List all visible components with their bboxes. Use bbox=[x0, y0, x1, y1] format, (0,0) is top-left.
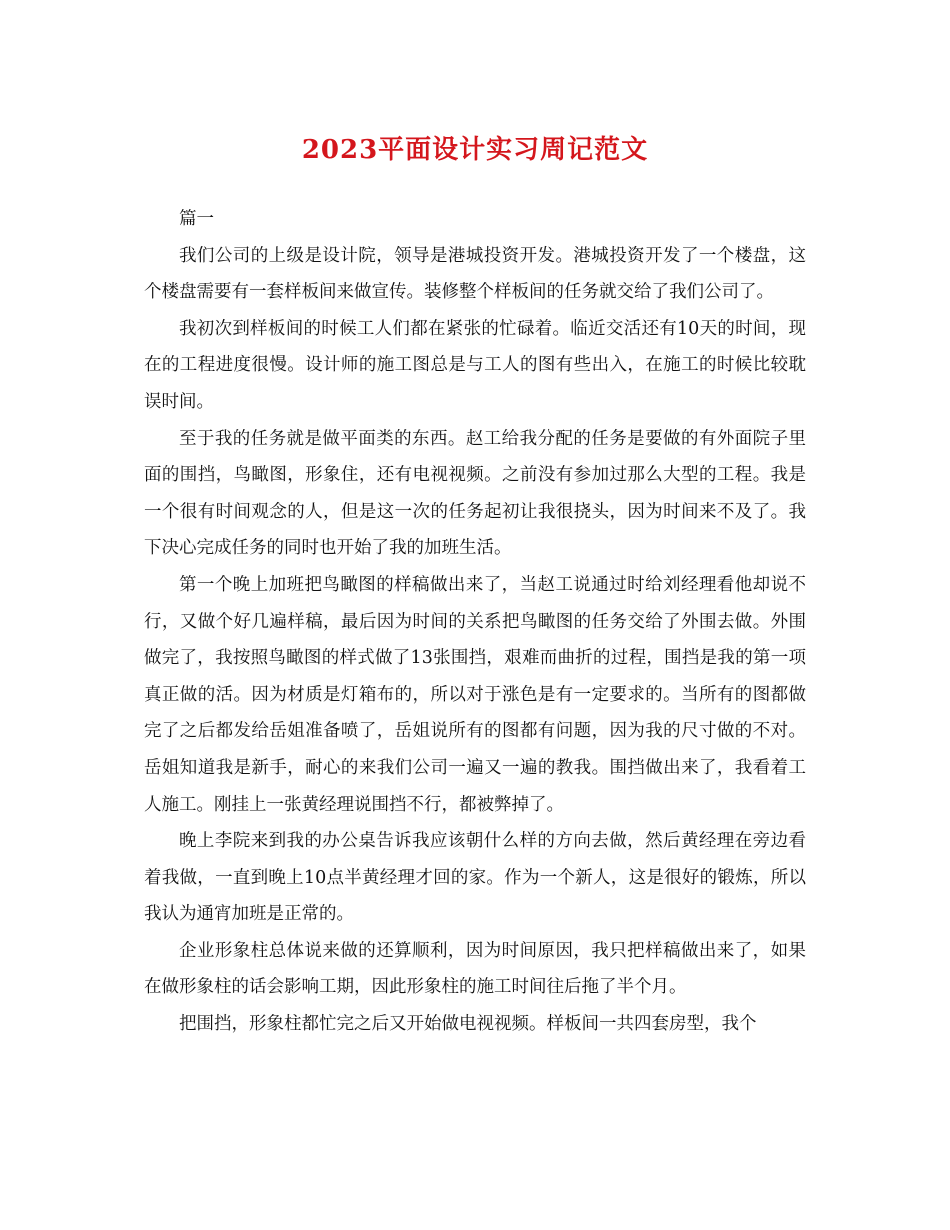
document-title: 2023平面设计实习周记范文 bbox=[301, 135, 649, 165]
section-heading: 篇一 bbox=[179, 209, 214, 229]
paragraph: 至于我的任务就是做平面类的东西。赵工给我分配的任务是要做的有外面院子里面的围挡，鸟瞰图，形象住，还有电视视频。之前没有参加过那么大型的工程。我是一个很有时间观念的人，但是这一次的任务起初让我很挠头，因为时间来不及了。我下决心完成任务的同时也开始了我的加班生活。 bbox=[144, 428, 806, 559]
paragraph: 第一个晚上加班把鸟瞰图的样稿做出来了，当赵工说通过时给刘经理看他却说不行，又做个好几遍样稿，最后因为时间的关系把鸟瞰图的任务交给了外围去做。外围做完了，我按照鸟瞰图的样式做了13张围挡，艰难而曲折的过程，围挡是我的第一项真正做的活。因为材质是灯箱布的，所以对于涨色是有一定要求的。当所有的图都做完了之后都发给岳姐准备喷了，岳姐说所有的图都有问题，因为我的尺寸做的不对。岳姐知道我是新手，耐心的来我们公司一遍又一遍的教我。围挡做出来了，我看着工人施工。刚挂上一张黄经理说围挡不行，都被弊掉了。 bbox=[144, 574, 806, 815]
document-body bbox=[144, 201, 806, 1043]
paragraph: 把围挡，形象柱都忙完之后又开始做电视视频。样板间一共四套房型，我个 bbox=[179, 1014, 757, 1035]
paragraph: 企业形象柱总体说来做的还算顺利，因为时间原因，我只把样稿做出来了，如果在做形象柱的话会影响工期，因此形象柱的施工时间往后拖了半个月。 bbox=[144, 940, 806, 998]
paragraph: 我初次到样板间的时候工人们都在紧张的忙碌着。临近交活还有10天的时间，现在的工程进度很慢。设计师的施工图总是与工人的图有些出入，在施工的时候比较耽误时间。 bbox=[144, 318, 806, 412]
paragraph: 我们公司的上级是设计院，领导是港城投资开发。港城投资开发了一个楼盘，这个楼盘需要有一套样板间来做宣传。装修整个样板间的任务就交给了我们公司了。 bbox=[144, 245, 806, 303]
paragraph: 晚上李院来到我的办公桌告诉我应该朝什么样的方向去做，然后黄经理在旁边看着我做，一直到晚上10点半黄经理才回的家。作为一个新人，这是很好的锻炼，所以我认为通宵加班是正常的。 bbox=[144, 831, 806, 925]
